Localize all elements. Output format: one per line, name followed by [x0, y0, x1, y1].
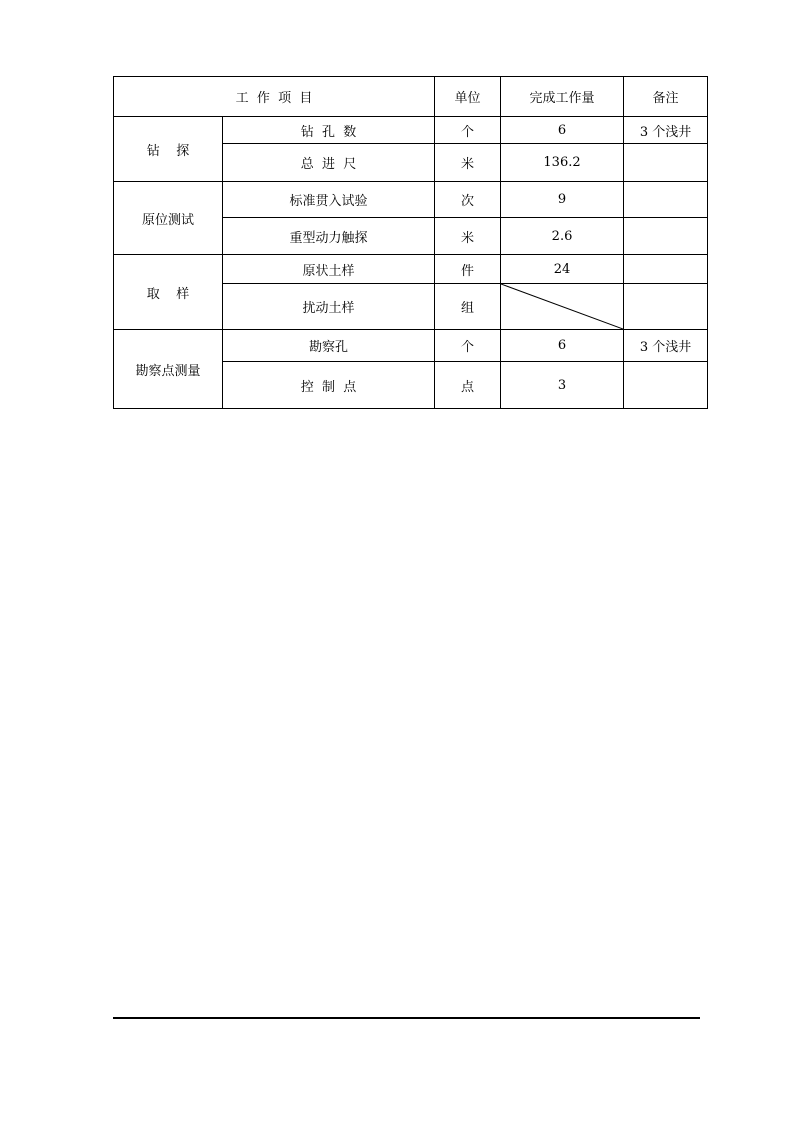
row-item: 扰动土样 — [223, 284, 435, 330]
row-item: 控 制 点 — [223, 362, 435, 409]
row-item: 勘察孔 — [223, 330, 435, 362]
row-item: 重型动力触探 — [223, 218, 435, 255]
table-header-row — [114, 77, 708, 117]
header-work-item: 工 作 项 目 — [114, 77, 435, 117]
row-amount: 9 — [501, 182, 624, 218]
row-unit: 个 — [435, 117, 501, 144]
row-note — [624, 362, 708, 409]
group-name: 原位测试 — [114, 182, 223, 255]
group-name: 取 样 — [114, 255, 223, 330]
row-note: 3 个浅井 — [624, 117, 708, 144]
row-unit: 个 — [435, 330, 501, 362]
row-unit: 次 — [435, 182, 501, 218]
table-row — [114, 255, 708, 284]
row-note — [624, 255, 708, 284]
row-unit: 组 — [435, 284, 501, 330]
header-amount: 完成工作量 — [501, 77, 624, 117]
group-name: 钻 探 — [114, 117, 223, 182]
row-item: 标准贯入试验 — [223, 182, 435, 218]
row-amount: 136.2 — [501, 144, 624, 182]
row-note — [624, 218, 708, 255]
table-row — [114, 182, 708, 218]
row-unit: 米 — [435, 144, 501, 182]
row-unit: 件 — [435, 255, 501, 284]
row-note — [624, 144, 708, 182]
row-note — [624, 182, 708, 218]
footer-rule — [113, 1017, 700, 1019]
table-row — [114, 330, 708, 362]
table-row — [114, 117, 708, 144]
row-amount: 24 — [501, 255, 624, 284]
row-amount: 2.6 — [501, 218, 624, 255]
row-item: 钻 孔 数 — [223, 117, 435, 144]
row-note — [624, 284, 708, 330]
row-amount: 3 — [501, 362, 624, 409]
group-name: 勘察点测量 — [114, 330, 223, 409]
header-unit: 单位 — [435, 77, 501, 117]
row-amount-diagonal-cell — [501, 284, 624, 330]
row-amount: 6 — [501, 330, 624, 362]
diagonal-slash-line — [501, 284, 623, 329]
row-unit: 米 — [435, 218, 501, 255]
row-item: 原状土样 — [223, 255, 435, 284]
row-note: 3 个浅井 — [624, 330, 708, 362]
row-amount: 6 — [501, 117, 624, 144]
header-note: 备注 — [624, 77, 708, 117]
work-quantity-table — [113, 76, 708, 409]
row-unit: 点 — [435, 362, 501, 409]
row-item: 总 进 尺 — [223, 144, 435, 182]
